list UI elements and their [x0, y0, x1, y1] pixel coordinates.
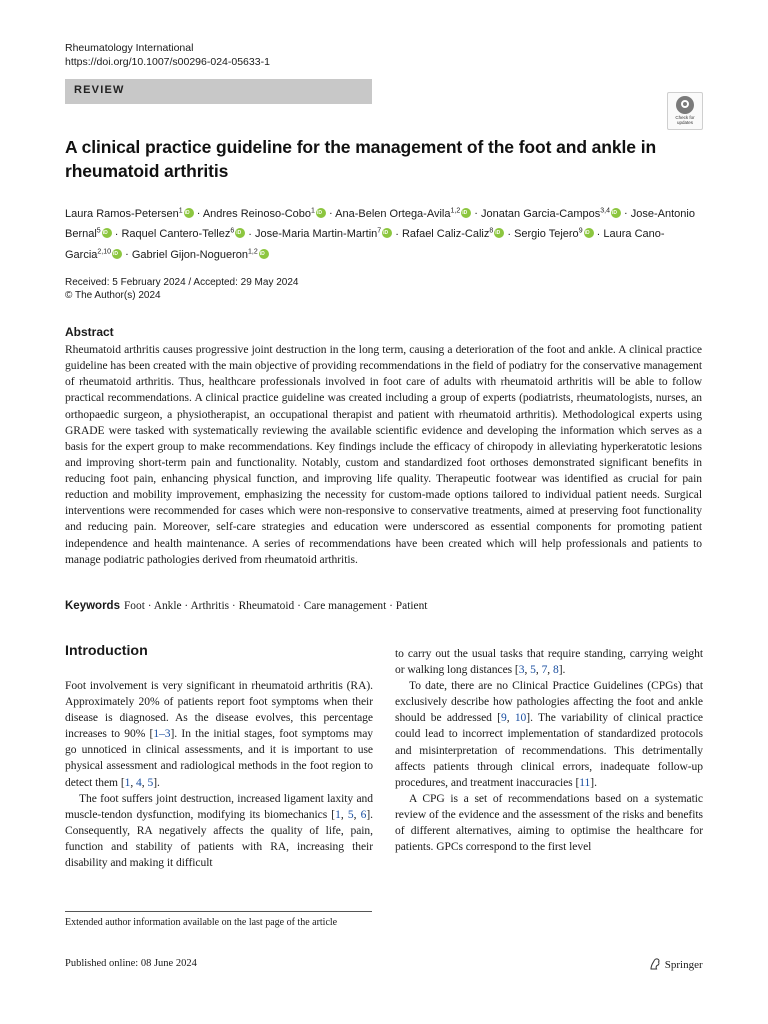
section-heading-introduction: Introduction — [65, 643, 148, 659]
doi-link[interactable]: https://doi.org/10.1007/s00296-024-05633-1 — [65, 56, 270, 68]
orcid-icon[interactable] — [494, 228, 504, 238]
article-title: A clinical practice guideline for the management of the foot and ankle in rheumatoid arthritis — [65, 137, 657, 181]
author-affiliation: 5 — [96, 227, 101, 235]
author-name: Rafael Caliz-Caliz — [401, 228, 490, 241]
author-name: Gabriel Gijon-Nogueron — [131, 248, 248, 261]
author-name: Sergio Tejero — [514, 228, 579, 241]
springer-horse-icon — [648, 957, 662, 971]
orcid-icon[interactable] — [235, 228, 245, 238]
citation-link[interactable]: 6 — [360, 808, 367, 821]
keywords-list: Foot · Ankle · Arthritis · Rheumatoid · Care management · Patient — [123, 600, 428, 612]
keywords-section — [65, 600, 427, 612]
citation-link[interactable]: 5 — [530, 664, 536, 677]
crossmark-label: Check for updates — [675, 115, 695, 125]
author[interactable] — [203, 208, 326, 220]
footnote: Extended author information available on the last page of the article — [65, 917, 338, 928]
citation-link[interactable]: 5 — [147, 776, 154, 789]
keyword: Patient — [395, 600, 428, 612]
orcid-icon[interactable] — [184, 208, 194, 218]
author-affiliation: 1 — [311, 207, 315, 214]
citation-link[interactable]: 11 — [579, 776, 591, 789]
author-name: Jose-Antonio Bernal — [65, 207, 695, 241]
orcid-icon[interactable] — [461, 208, 471, 218]
publisher-logo — [648, 957, 703, 971]
citation-link[interactable]: 4 — [136, 776, 142, 789]
author-affiliation: 1,2 — [247, 248, 258, 256]
citation-link[interactable]: 10 — [514, 712, 527, 725]
author-affiliation: 1,2 — [450, 207, 461, 214]
article-type-bar — [65, 79, 372, 104]
journal-header — [65, 41, 270, 69]
citation-link[interactable]: 9 — [500, 712, 507, 725]
author-name: Ana-Belen Ortega-Avila — [335, 207, 451, 220]
author-affiliation: 2,10 — [97, 248, 112, 256]
abstract-text: Rheumatoid arthritis causes progressive joint destruction in the long term, causing a deterioration of the foot and ankle. A clinical practice guideline has been created with the main objective of providing recommendations in the field of podiatry for the conservative management of rheumatoid arthritis. Thus, healthcare professionals involved in foot care of adults with rheumatoid arthritis will be able to follow practical recommendations. A clinical practice guideline was created including a group of experts (podiatrists, rheumatologists, nurses, an orthopaedic surgeon, a physiotherapist, an occupational therapist and patient with rheumatoid arthritis). Methodological experts using GRADE were tasked with systematically reviewing the available scientific evidence and developing the information which serves as a basis for the expert group to make recommendations. Key findings include the efficacy of chiropody in alleviating hyperkeratotic lesions and improving short-term pain and functionality. Notably, custom and standardized foot orthoses demonstrated significant benefits in reducing foot pain, enhancing physical function, and improving life quality. Therapeutic footwear was identified as crucial for pain reduction and mobility improvement, emphasizing the necessity for custom-made options tailored to individual patient needs. Surgical interventions were recommended for cases which were non-responsive to conservative treatments, aimed at preserving foot functionality and reducing pain. Moreover, self-care strategies and education were underscored as essential components for promoting patient independence and health maintenance. A series of recommendations have been created which will help professionals and patients to manage podiatric pathologies derived from rheumatoid arthritis. — [65, 344, 702, 566]
author-affiliation: 1 — [178, 207, 183, 214]
article-type-label: REVIEW — [74, 84, 125, 96]
paragraph: to carry out the usual tasks that require standing, carrying weight or walking long distances [3, 5, 7, 8]. — [395, 648, 703, 677]
journal-name: Rheumatology International — [65, 42, 194, 54]
author[interactable] — [514, 228, 594, 240]
keyword: Arthritis — [190, 600, 230, 612]
citation-link[interactable]: 8 — [552, 664, 559, 677]
author[interactable] — [121, 228, 245, 240]
abstract-heading: Abstract — [65, 325, 114, 339]
keyword: Care management — [303, 600, 387, 612]
orcid-icon[interactable] — [259, 249, 269, 259]
paragraph: To date, there are no Clinical Practice Guidelines (CPGs) that exclusively describe how pathologies affecting the foot and ankle should be addressed [9, 10]. The variability of clinical practice could lead to incorrect implementation of standardized protocols and misinterpretation of recommendations. This detrimentally affects patients through clinical errors, inadequate follow-up procedures, and treatment inaccuracies [11]. — [395, 680, 703, 789]
paragraph: A CPG is a set of recommendations based on a systematic review of the evidence and the assessment of the risks and benefits of different alternatives, aiming to optimise the healthcare for patients. GPCs correspond to the first level — [395, 792, 703, 854]
paragraph: Foot involvement is very significant in rheumatoid arthritis (RA). Approximately 20% of patients report foot symptoms when their disease is diagnosed. As the disease evolves, this percentage increases to 90% [1–3]. In the initial stages, foot symptoms may go unnoticed in clinical assessments, and it is important to use physical assessment and radiological methods in the foot region to detect them [1, 4, 5]. — [65, 680, 373, 789]
published-date: Published online: 08 June 2024 — [65, 958, 197, 969]
author-affiliation: 9 — [578, 227, 583, 235]
orcid-icon[interactable] — [611, 208, 621, 218]
orcid-icon[interactable] — [584, 228, 594, 238]
author-name: Raquel Cantero-Tellez — [121, 228, 231, 241]
orcid-icon[interactable] — [112, 249, 122, 259]
author-list: Laura Ramos-Petersen$^1$iD · Andres Reinoso-Cobo$^1$iD · Ana-Belen Ortega-Avila$^{1,2}$iD · Jonatan Garcia-Campos$^{3,4}$iD · Jose-Antonio Bernal$^5$iD · Raquel Cantero-Tellez$^6$iD · Jose-Maria Martin-Martin$^7$iD · Rafael Caliz-Caliz$^8$iD · Sergio Tejero$^9$iD · Laura Cano-Garcia$^{2,10}$iD · Gabriel Gijon-Nogueron$^{1,2}$iD — [65, 202, 705, 264]
copyright-line: © The Author(s) 2024 — [65, 290, 161, 301]
body-column-left — [65, 678, 373, 871]
author-affiliation: 3,4 — [600, 207, 610, 214]
body-column-right — [395, 646, 703, 855]
keyword: Foot — [123, 600, 145, 612]
crossmark-icon — [676, 96, 694, 114]
author[interactable] — [132, 249, 269, 261]
author-name: Jose-Maria Martin-Martin — [255, 228, 378, 241]
publisher-name: Springer — [664, 959, 703, 971]
paragraph: The foot suffers joint destruction, increased ligament laxity and muscle-tendon dysfunction, modifying its biomechanics [1, 5, 6]. Consequently, RA negatively affects the quality of life, pain, function and stability of patients with RA, increasing their disability and making it difficult — [65, 792, 373, 870]
orcid-icon[interactable] — [382, 228, 392, 238]
citation-link[interactable]: 3 — [518, 664, 525, 677]
keywords-label: Keywords — [65, 600, 120, 612]
keyword: Ankle — [153, 600, 182, 612]
citation-link[interactable]: 7 — [541, 664, 548, 677]
author[interactable] — [65, 208, 194, 220]
keyword: Rheumatoid — [238, 600, 295, 612]
orcid-icon[interactable] — [316, 208, 326, 218]
author-affiliation: 7 — [377, 227, 382, 235]
citation-link[interactable]: 1 — [124, 776, 131, 789]
author[interactable] — [255, 228, 392, 240]
crossmark-badge[interactable] — [667, 92, 703, 130]
author-name: Jonatan Garcia-Campos — [481, 207, 601, 220]
author[interactable] — [481, 208, 621, 220]
article-dates — [65, 276, 298, 302]
footnote-divider — [65, 911, 372, 912]
author-affiliation: 8 — [489, 227, 494, 235]
author[interactable] — [402, 228, 504, 240]
orcid-icon[interactable] — [102, 228, 112, 238]
author-affiliation: 6 — [230, 227, 235, 235]
author-name: Laura Cano-Garcia — [65, 228, 665, 261]
author-name: Laura Ramos-Petersen — [65, 207, 179, 220]
received-accepted-date: Received: 5 February 2024 / Accepted: 29 May 2024 — [65, 277, 299, 288]
author-name: Andres Reinoso-Cobo — [202, 207, 312, 220]
citation-link[interactable]: 5 — [347, 808, 354, 821]
citation-link[interactable]: 1 — [335, 808, 341, 821]
citation-link[interactable]: 1–3 — [153, 728, 171, 741]
author[interactable] — [335, 208, 471, 220]
